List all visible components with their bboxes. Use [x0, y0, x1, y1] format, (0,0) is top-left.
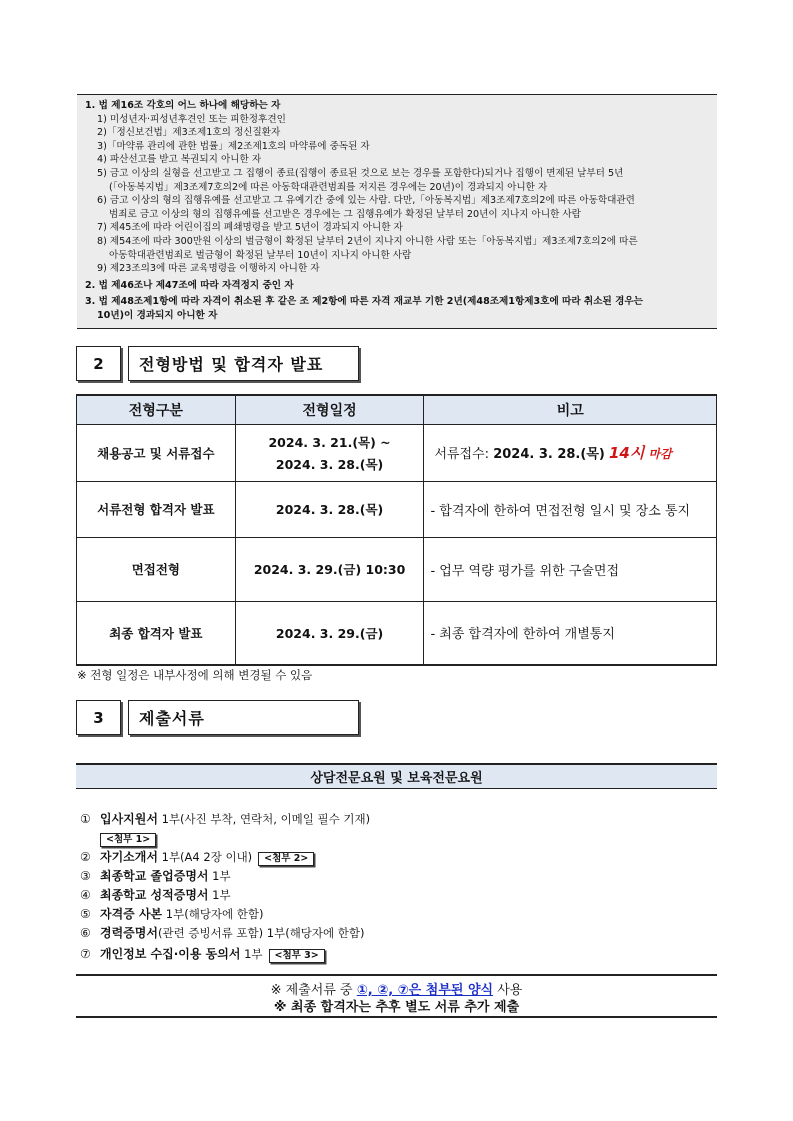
- date-cell: 2024. 3. 28.(목): [235, 481, 424, 537]
- disqualification-sub-8-line2: 아동학대관련범죄로 벌금형이 확정된 날부터 10년이 지나지 아니한 사람: [109, 249, 412, 261]
- note-cell: [424, 424, 717, 481]
- disqualification-sub-6: [97, 194, 709, 221]
- item-name: 경력증명서: [100, 926, 158, 940]
- disqualification-item-3-line1: 3. 법 제48조제1항에 따라 자격이 취소된 후 같은 조 제2항에 따른 자격 재교부 기한 2년(제48조제1항제3호에 따라 취소된 경우는: [85, 296, 643, 308]
- item-number: ①: [80, 812, 91, 826]
- disqualification-item-1: 1. 법 제16조 각호의 어느 하나에 해당하는 자: [85, 100, 281, 111]
- section-3-title: 제출서류: [128, 700, 359, 735]
- attachment-tag-1: <첨부 1>: [100, 833, 156, 847]
- stage-cell: 채용공고 및 서류접수: [77, 424, 236, 481]
- disqualification-sub-8: [97, 235, 709, 262]
- disqualification-sub-9: 9) 제23조의3에 따른 교육명령을 이행하지 아니한 자: [97, 263, 320, 275]
- list-item: [80, 924, 370, 943]
- item-number: ④: [80, 888, 91, 902]
- item-name: 최종학교 졸업증명서: [100, 869, 209, 883]
- disqualification-sub-7: 7) 제45조에 따라 어린이집의 폐쇄명령을 받고 5년이 경과되지 아니한 자: [97, 222, 403, 234]
- item-number: ③: [80, 869, 91, 883]
- disqualification-item-3: [85, 295, 709, 322]
- item-name: 개인정보 수집·이용 동의서: [100, 947, 241, 961]
- attachment-notice-suffix: 사용: [493, 983, 523, 998]
- note-cell: - 업무 역량 평가를 위한 구술면접: [424, 537, 717, 601]
- disqualification-sub-6-line1: 6) 금고 이상의 형의 집행유예를 선고받고 그 유예기간 중에 있는 사람. 다만,「아동복지법」제3조제7호의2에 따른 아동학대관련: [97, 195, 635, 207]
- note-prefix: 서류접수:: [434, 447, 494, 462]
- table-row: [77, 601, 717, 665]
- table-row: [77, 537, 717, 601]
- disqualification-sub-5-line1: 5) 금고 이상의 실형을 선고받고 그 집행이 종료(집행이 종료된 것으로 보는 경우를 포함한다)되거나 집행이 면제된 날부터 5년: [97, 167, 624, 179]
- item-number: ②: [80, 850, 91, 864]
- disqualification-sub-5-line2: (「아동복지법」제3조제7호의2에 따른 아동학대관련범죄를 저지른 경우에는 20년)이 경과되지 아니한 자: [109, 181, 548, 193]
- item-detail: 1부(해당자에 한함): [162, 907, 264, 921]
- header-date: 전형일정: [235, 395, 424, 424]
- note-deadline-time: 14시: [608, 444, 645, 462]
- disqualification-sub-4: 4) 파산선고를 받고 복권되지 아니한 자: [97, 154, 262, 166]
- disqualification-sub-2: 2)「정신보건법」제3조제1호의 정신질환자: [97, 127, 281, 139]
- attachment-tag-2: <첨부 2>: [258, 852, 314, 866]
- item-detail: 1부(A4 2장 이내): [157, 850, 253, 864]
- header-stage: 전형구분: [77, 395, 236, 424]
- item-detail: 1부: [208, 888, 231, 902]
- stage-cell: 면접전형: [77, 537, 236, 601]
- list-item: [80, 905, 370, 924]
- disqualification-sub-6-line2: 범죄로 금고 이상의 형의 집행유예를 선고받은 경우에는 그 집행유예가 확정된 날부터 20년이 지나지 아니한 사람: [109, 208, 581, 220]
- date-line1: 2024. 3. 21.(목) ~: [268, 434, 391, 450]
- documents-list: [80, 810, 370, 964]
- schedule-table: [76, 394, 717, 666]
- item-detail: 1부(사진 부착, 연락처, 이메일 필수 기재): [157, 812, 371, 826]
- table-row: [77, 424, 717, 481]
- item-name: 자기소개서: [100, 850, 158, 864]
- header-note: 비고: [424, 395, 717, 424]
- attachment-row: [80, 829, 370, 848]
- documents-header: 상담전문요원 및 보육전문요원: [76, 763, 717, 789]
- divider: [76, 1016, 717, 1018]
- item-detail: 1부: [240, 947, 263, 961]
- attachment-forms-link: ①, ②, ⑦은 첨부된 양식: [356, 983, 494, 998]
- schedule-header-row: [77, 395, 717, 424]
- item-name: 최종학교 성적증명서: [100, 888, 209, 902]
- note-date: 2024. 3. 28.(목): [493, 447, 605, 462]
- disqualification-sub-5: [97, 167, 709, 194]
- item-detail: (관련 증빙서류 포함) 1부(해당자에 한함): [157, 926, 365, 940]
- attachment-tag-3: <첨부 3>: [269, 949, 325, 963]
- list-item: [80, 886, 370, 905]
- item-number: ⑦: [80, 947, 91, 961]
- disqualification-sub-8-line1: 8) 제54조에 따라 300만원 이상의 벌금형이 확정된 날부터 2년이 지나지 아니한 사람 또는「아동복지법」제3조제7호의2에 따른: [97, 235, 638, 247]
- disqualification-box: [77, 94, 717, 329]
- list-item: [80, 848, 370, 867]
- item-name: 자격증 사본: [100, 907, 163, 921]
- item-detail: 1부: [208, 869, 231, 883]
- note-deadline-suffix: 마감: [648, 447, 672, 461]
- date-line2: 2024. 3. 28.(목): [275, 456, 384, 472]
- list-item: [80, 945, 370, 964]
- disqualification-sub-3: 3)「마약류 관리에 관한 법률」제2조제1호의 마약류에 중독된 자: [97, 140, 370, 152]
- table-row: [77, 481, 717, 537]
- section-3-number: 3: [76, 700, 121, 735]
- stage-cell: 최종 합격자 발표: [77, 601, 236, 665]
- item-number: ⑥: [80, 926, 91, 940]
- note-cell: - 최종 합격자에 한하여 개별통지: [424, 601, 717, 665]
- list-item: [80, 810, 370, 829]
- schedule-footnote: ※ 전형 일정은 내부사정에 의해 변경될 수 있음: [77, 668, 313, 682]
- section-2-title: 전형방법 및 합격자 발표: [128, 346, 359, 381]
- item-name: 입사지원서: [100, 812, 158, 826]
- date-cell: 2024. 3. 29.(금): [235, 601, 424, 665]
- list-item: [80, 867, 370, 886]
- disqualification-item-3-line2: 10년)이 경과되지 아니한 자: [97, 309, 218, 321]
- section-2-number: 2: [76, 346, 121, 381]
- stage-cell: 서류전형 합격자 발표: [77, 481, 236, 537]
- note-cell: - 합격자에 한하여 면접전형 일시 및 장소 통지: [424, 481, 717, 537]
- final-notice: ※ 최종 합격자는 추후 별도 서류 추가 제출: [273, 1000, 520, 1015]
- item-number: ⑤: [80, 907, 91, 921]
- date-cell: 2024. 3. 29.(금) 10:30: [235, 537, 424, 601]
- divider: [76, 974, 717, 976]
- disqualification-sub-1: 1) 미성년자·피성년후견인 또는 피한정후견인: [97, 113, 286, 125]
- disqualification-item-2: 2. 법 제46조나 제47조에 따라 자격정지 중인 자: [85, 279, 294, 291]
- attachment-notice-prefix: ※ 제출서류 중: [270, 983, 357, 998]
- date-cell: [235, 424, 424, 481]
